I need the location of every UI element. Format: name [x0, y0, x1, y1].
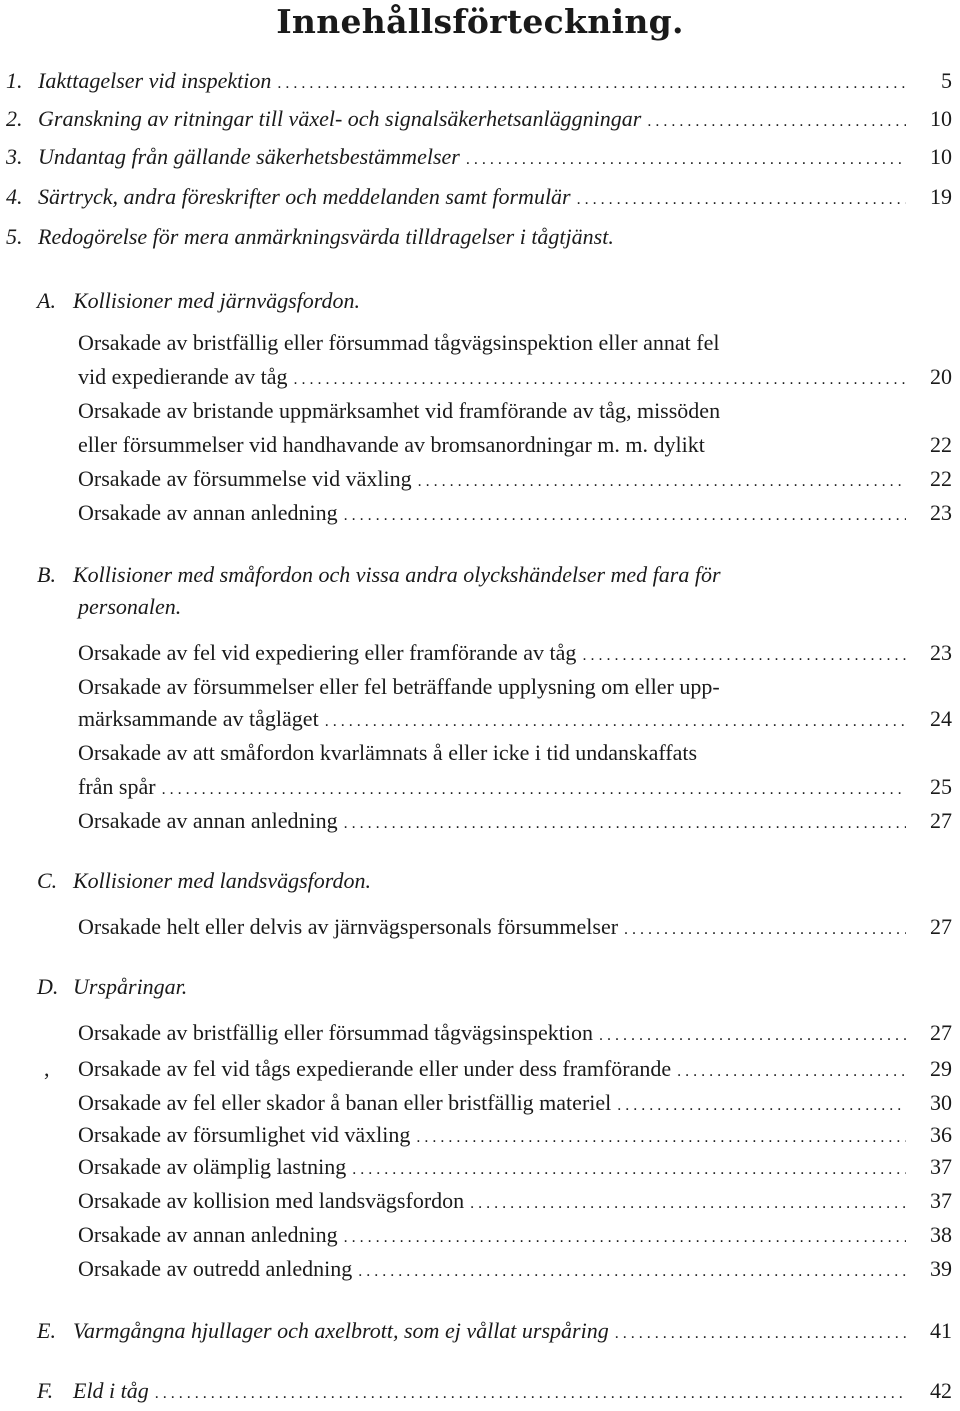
toc-entry: vid expedierande av tåg . . . 20: [0, 360, 960, 394]
section-letter: B.: [37, 562, 56, 587]
dot-leader: [344, 499, 906, 533]
dot-leader: [647, 105, 906, 139]
section-b-heading: [0, 558, 960, 592]
toc-page-number: 29: [930, 1056, 952, 1081]
section-d-heading: [0, 970, 960, 1004]
dot-leader: [582, 639, 906, 673]
toc-item-text: Undantag från gällande säkerhetsbestämmelser: [38, 144, 460, 169]
toc-page-number: 37: [930, 1154, 952, 1179]
section-letter: D.: [37, 974, 59, 999]
toc-page-number: 39: [930, 1256, 952, 1281]
dot-leader: [155, 1377, 906, 1411]
dot-leader: [344, 807, 906, 841]
toc-entry: från spår . . . 25: [0, 770, 960, 804]
toc-page-number: 27: [930, 914, 952, 939]
toc-item-number: 4.: [6, 184, 23, 209]
dot-leader: [466, 143, 906, 177]
section-letter: E.: [37, 1318, 56, 1343]
toc-item-number: 1.: [6, 68, 23, 93]
toc-page-number: 22: [930, 466, 952, 491]
dot-leader: [615, 1317, 906, 1351]
toc-page-number: 27: [930, 808, 952, 833]
toc-item-number: 5.: [6, 224, 23, 249]
section-heading: Varmgångna hjullager och axelbrott, som ej vållat urspåring: [73, 1318, 609, 1343]
toc-entry: Orsakade helt eller delvis av järnvägspersonals försummelser . . . 27: [0, 910, 960, 944]
toc-page-number: 5: [941, 68, 952, 93]
section-letter: C.: [37, 868, 58, 893]
dot-leader: [599, 1019, 906, 1053]
toc-entry-line: Orsakade av att småfordon kvarlämnats å eller icke i tid undanskaffats: [78, 740, 698, 765]
dot-leader: [294, 363, 906, 397]
toc-entry: Orsakade av fel eller skador å banan eller bristfällig materiel . . . 30: [0, 1086, 960, 1120]
section-a-heading: [0, 284, 960, 318]
toc-page-number: 25: [930, 774, 952, 799]
toc-entry: Orsakade av fel vid expediering eller framförande av tåg . . . 23: [0, 636, 960, 670]
toc-item-number: 3.: [6, 144, 23, 169]
section-b-heading-cont: personalen.: [78, 594, 182, 619]
toc-page-number: 37: [930, 1188, 952, 1213]
toc-entry: Orsakade av annan anledning . . . 27: [0, 804, 960, 838]
dot-leader: [577, 183, 906, 217]
toc-page-number: 30: [930, 1090, 952, 1115]
toc-item-5: [0, 220, 960, 254]
toc-item-1: [0, 64, 960, 98]
toc-page-number: 38: [930, 1222, 952, 1247]
toc-item-text: Iakttagelser vid inspektion: [38, 68, 272, 93]
toc-item-3: [0, 140, 960, 174]
toc-entry: Orsakade av försummelse vid växling . . . 22: [0, 462, 960, 496]
toc-item-2: [0, 102, 960, 136]
toc-item-text: Granskning av ritningar till växel- och signalsäkerhetsanläggningar: [38, 106, 642, 131]
toc-entry-line: Orsakade av bristande uppmärksamhet vid framförande av tåg, missöden: [78, 398, 721, 423]
section-letter: F.: [37, 1378, 54, 1403]
toc-page-number: 27: [930, 1020, 952, 1045]
toc-entry: eller försummelser vid handhavande av bromsanordningar m. m. dylikt 22: [0, 428, 960, 462]
toc-page-number: 10: [930, 144, 952, 169]
section-c-heading: [0, 864, 960, 898]
dot-leader: [624, 913, 906, 947]
dot-leader: [352, 1153, 906, 1187]
toc-entry: märksammande av tågläget . . . 24: [0, 702, 960, 736]
toc-item-number: 2.: [6, 106, 23, 131]
section-heading: Kollisioner med landsvägsfordon.: [73, 868, 372, 893]
toc-entry: Orsakade av bristfällig eller försummad tågvägsinspektion . . . 27: [0, 1016, 960, 1050]
dot-leader: [470, 1187, 906, 1221]
stray-mark: ,: [44, 1056, 50, 1081]
toc-page-number: 23: [930, 500, 952, 525]
toc-item-4: [0, 180, 960, 214]
dot-leader: [344, 1221, 906, 1255]
dot-leader: [162, 773, 906, 807]
toc-page-number: 41: [930, 1318, 952, 1343]
toc-entry: Orsakade av kollision med landsvägsfordon . . . 37: [0, 1184, 960, 1218]
section-e-entry: [0, 1314, 960, 1348]
toc-page-number: 20: [930, 364, 952, 389]
dot-leader: [277, 67, 906, 101]
dot-leader: [358, 1255, 906, 1289]
toc-entry-line: Orsakade av bristfällig eller försummad tågvägsinspektion eller annat fel: [78, 330, 720, 355]
toc-page-number: 19: [930, 184, 952, 209]
section-heading: Eld i tåg: [73, 1378, 149, 1403]
toc-entry: Orsakade av försumlighet vid växling . . . 36: [0, 1118, 960, 1152]
section-heading: Kollisioner med järnvägsfordon.: [73, 288, 361, 313]
section-heading: Kollisioner med småfordon och vissa andra olyckshändelser med fara för: [73, 562, 721, 587]
toc-entry: , Orsakade av fel vid tågs expedierande eller under dess framförande . . . 29: [0, 1052, 960, 1086]
dot-leader: [418, 465, 906, 499]
dot-leader: [325, 705, 906, 739]
page-title: Innehållsförteckning.: [276, 2, 684, 41]
toc-page-number: 23: [930, 640, 952, 665]
toc-item-text: Särtryck, andra föreskrifter och meddelanden samt formulär: [38, 184, 571, 209]
toc-item-text: Redogörelse för mera anmärkningsvärda tilldragelser i tågtjänst.: [38, 224, 614, 249]
toc-entry-line: Orsakade av försummelser eller fel beträffande upplysning om eller upp-: [78, 674, 720, 699]
section-heading: Urspåringar.: [73, 974, 188, 999]
section-letter: A.: [37, 288, 56, 313]
toc-entry: Orsakade av olämplig lastning . . . 37: [0, 1150, 960, 1184]
section-f-entry: [0, 1374, 960, 1408]
toc-entry: Orsakade av annan anledning . . . 38: [0, 1218, 960, 1252]
toc-entry: Orsakade av outredd anledning . . . 39: [0, 1252, 960, 1286]
dot-leader: [677, 1055, 906, 1089]
toc-page-number: 10: [930, 106, 952, 131]
toc-page-number: 42: [930, 1378, 952, 1403]
toc-page-number: 36: [930, 1122, 952, 1147]
toc-entry: Orsakade av annan anledning . . . 23: [0, 496, 960, 530]
toc-page-number: 22: [930, 432, 952, 457]
toc-page-number: 24: [930, 706, 952, 731]
